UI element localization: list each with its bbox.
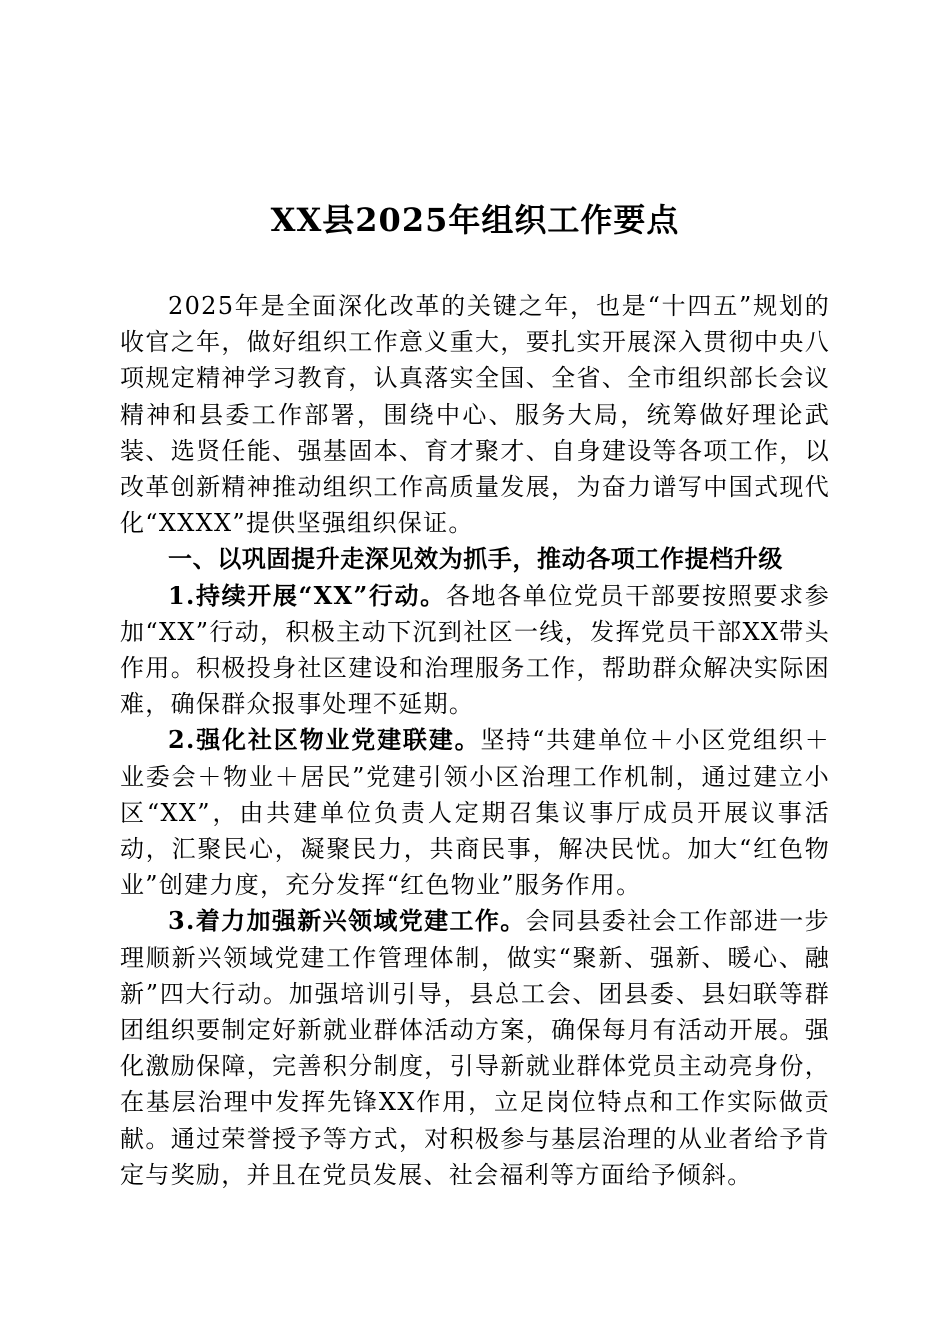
intro-paragraph: 2025年是全面深化改革的关键之年，也是“十四五”规划的收官之年，做好组织工作意义重大，要扎实开展深入贯彻中央八项规定精神学习教育，认真落实全国、全省、全市组织部长会议精神和县委工作部署，围绕中心、服务大局，统筹做好理论武装、选贤任能、强基固本、育才聚才、自身建设等各项工作，以改革创新精神推动组织工作高质量发展，为奋力谱写中国式现代化“XXXX”提供坚强组织保证。 — [120, 292, 830, 538]
item-text: 会同县委社会工作部进一步理顺新兴领域党建工作管理体制，做实“聚新、强新、暖心、融新”四大行动。加强培训引导，县总工会、团县委、县妇联等群团组织要制定好新就业群体活动方案，确保每月有活动开展。强化激励保障，完善积分制度，引导新就业群体党员主动亮身份，在基层治理中发挥先锋XX作用，立足岗位特点和工作实际做贡献。通过荣誉授予等方式，对积极参与基层治理的从业者给予肯定与奖励，并且在党员发展、社会福利等方面给予倾斜。 — [120, 907, 830, 1189]
item-text: 各地各单位党员干部要按照要求参加“XX”行动，积极主动下沉到社区一线，发挥党员干部XX带头作用。积极投身社区建设和治理服务工作，帮助群众解决实际困难，确保群众报事处理不延期。 — [120, 581, 831, 719]
item-title: 2.强化社区物业党建联建。 — [168, 725, 481, 755]
document-body — [120, 288, 830, 1193]
item-title: 3.着力加强新兴领域党建工作。 — [168, 906, 526, 936]
list-item — [120, 722, 830, 903]
section-heading: 一、以巩固提升走深见效为抓手，推动各项工作提档升级 — [168, 545, 783, 574]
document-title: XX县2025年组织工作要点 — [270, 201, 680, 239]
item-title: 1.持续开展“XX”行动。 — [168, 580, 446, 610]
list-item — [120, 903, 830, 1193]
item-text: 坚持“共建单位＋小区党组织＋业委会＋物业＋居民”党建引领小区治理工作机制，通过建立小区“XX”，由共建单位负责人定期召集议事厅成员开展议事活动，汇聚民心，凝聚民力，共商民事，解决民忧。加大“红色物业”创建力度，充分发挥“红色物业”服务作用。 — [120, 726, 830, 900]
list-item — [120, 578, 830, 723]
